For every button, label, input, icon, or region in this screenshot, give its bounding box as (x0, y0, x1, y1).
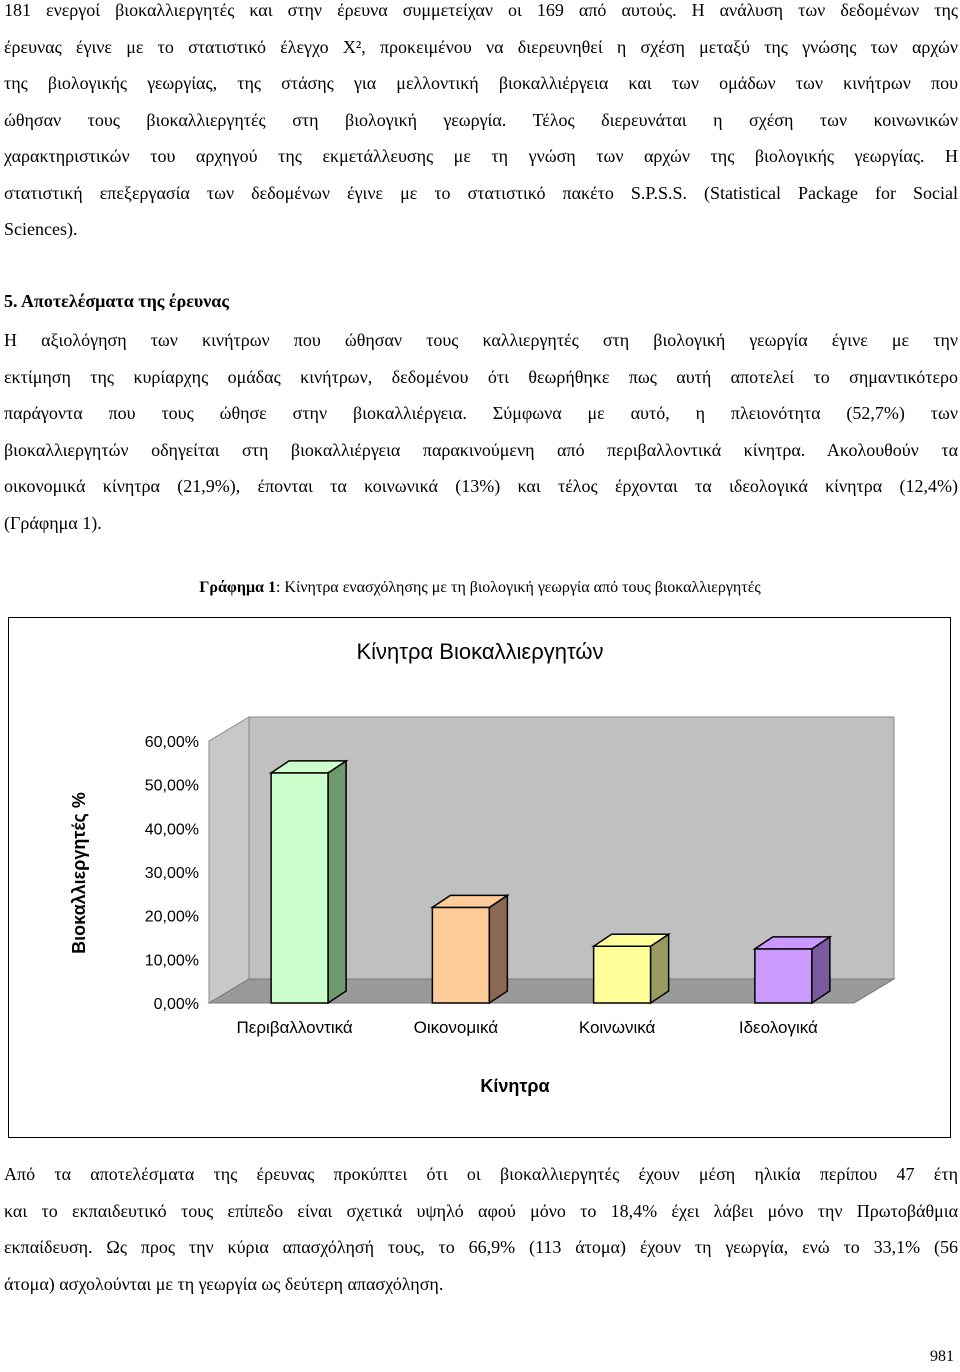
results-paragraph-line: παράγοντα που τους ώθησε στην βιοκαλλιέργεια. Σύμφωνα με αυτό, η πλειονότητα (52,7%) των (4, 403, 958, 423)
intro-paragraph-line: της βιολογικής γεωργίας, της στάσης για μελλοντική βιοκαλλιέργεια και των ομάδων των κινήτρων που (4, 73, 958, 93)
motivation-bar-chart (9, 618, 950, 1137)
closing-paragraph-line: άτομα) ασχολούνται με τη γεωργία ως δεύτερη απασχόληση. (4, 1273, 444, 1294)
results-paragraph (4, 322, 958, 541)
intro-paragraph-line: έρευνας έγινε με το στατιστικό έλεγχο Χ², προκειμένου να διερευνηθεί η σχέση μεταξύ της γνώσης των αρχών (4, 36, 958, 57)
intro-paragraph-line: 181 ενεργοί βιοκαλλιεργητές και στην έρευνα συμμετείχαν οι 169 από αυτούς. Η ανάλυση των δεδομένων της (4, 0, 958, 20)
bar (271, 773, 328, 1003)
y-tick-label: 10,00% (144, 952, 199, 970)
intro-paragraph-line: ώθησαν τους βιοκαλλιεργητές στη βιολογική γεωργία. Τέλος διερευνάται η σχέση των κοινωνικών (4, 109, 958, 130)
intro-paragraph-line: χαρακτηριστικών του αρχηγού της εκμετάλλευσης με τη γνώση των αρχών της βιολογικής γεωργίας. Η (4, 146, 958, 166)
y-axis-label: Βιοκαλλιεργητές % (69, 792, 89, 954)
results-paragraph-line: Η αξιολόγηση των κινήτρων που ώθησαν τους καλλιεργητές στη βιολογική γεωργία έγινε με την (4, 330, 958, 350)
intro-paragraph-line: Sciences). (4, 219, 78, 239)
bar-side (489, 895, 507, 1003)
chart-title: Κίνητρα Βιοκαλλιεργητών (356, 639, 604, 664)
x-tick-label: Περιβαλλοντικά (236, 1018, 353, 1037)
chart-frame (8, 617, 951, 1138)
x-tick-label: Ιδεολογικά (738, 1018, 818, 1037)
y-tick-label: 20,00% (144, 908, 199, 926)
results-paragraph-line: εκτίμηση της κυρίαρχης ομάδας κινήτρων, δεδομένου ότι θεωρήθηκε πως αυτή αποτελεί το σημαντικότερο (4, 366, 958, 387)
bar (755, 949, 812, 1003)
y-tick-label: 50,00% (144, 777, 199, 795)
bar-side (328, 761, 346, 1003)
section-heading: 5. Αποτελέσματα της έρευνας (4, 291, 229, 311)
figure-caption-text: : Κίνητρα ενασχόλησης με τη βιολογική γεωργία από τους βιοκαλλιεργητές (275, 579, 761, 596)
closing-paragraph-line: και το εκπαιδευτικό τους επίπεδο είναι σχετικά υψηλό αφού μόνο το 18,4% έχει λάβει μόνο την Πρωτοβάθμια (4, 1200, 958, 1221)
intro-paragraph-line: στατιστική επεξεργασία των δεδομένων έγινε με το στατιστικό πακέτο S.P.S.S. (Statistical Package for Social (4, 182, 958, 203)
x-tick-label: Οικονομικά (413, 1018, 499, 1037)
results-paragraph-line: οικονομικά κίνητρα (21,9%), έπονται τα κοινωνικά (13%) και τέλος έρχονται τα ιδεολογικά κίνητρα (12,4%) (4, 476, 958, 496)
closing-paragraph-line: εκπαίδευση. Ως προς την κύρια απασχόλησή τους, το 66,9% (113 άτομα) έχουν τη γεωργία, ενώ το 33,1% (56 (4, 1237, 958, 1257)
page-number: 981 (930, 1348, 954, 1365)
y-tick-label: 30,00% (144, 865, 199, 882)
y-tick-label: 0,00% (153, 996, 199, 1013)
results-paragraph-line: βιοκαλλιεργητών οδηγείται στη βιοκαλλιέργεια παρακινούμενη από περιβαλλοντικά κίνητρα. Ακολουθούν τα (4, 439, 958, 460)
closing-paragraph (4, 1156, 958, 1302)
x-axis-label: Κίνητρα (480, 1076, 550, 1096)
results-paragraph-line: (Γράφημα 1). (4, 512, 102, 533)
intro-paragraph (4, 0, 958, 248)
bar (594, 946, 651, 1003)
y-tick-label: 40,00% (144, 821, 199, 839)
bar (432, 907, 489, 1003)
x-tick-label: Κοινωνικά (578, 1018, 656, 1037)
chart-side-wall (209, 717, 249, 1003)
y-tick-label: 60,00% (144, 734, 199, 751)
closing-paragraph-line: Από τα αποτελέσματα της έρευνας προκύπτει ότι οι βιοκαλλιεργητές έχουν μέση ηλικία περίπου 47 έτη (4, 1164, 958, 1184)
figure-caption-label: Γράφημα 1 (199, 579, 276, 596)
figure-caption (0, 575, 960, 601)
